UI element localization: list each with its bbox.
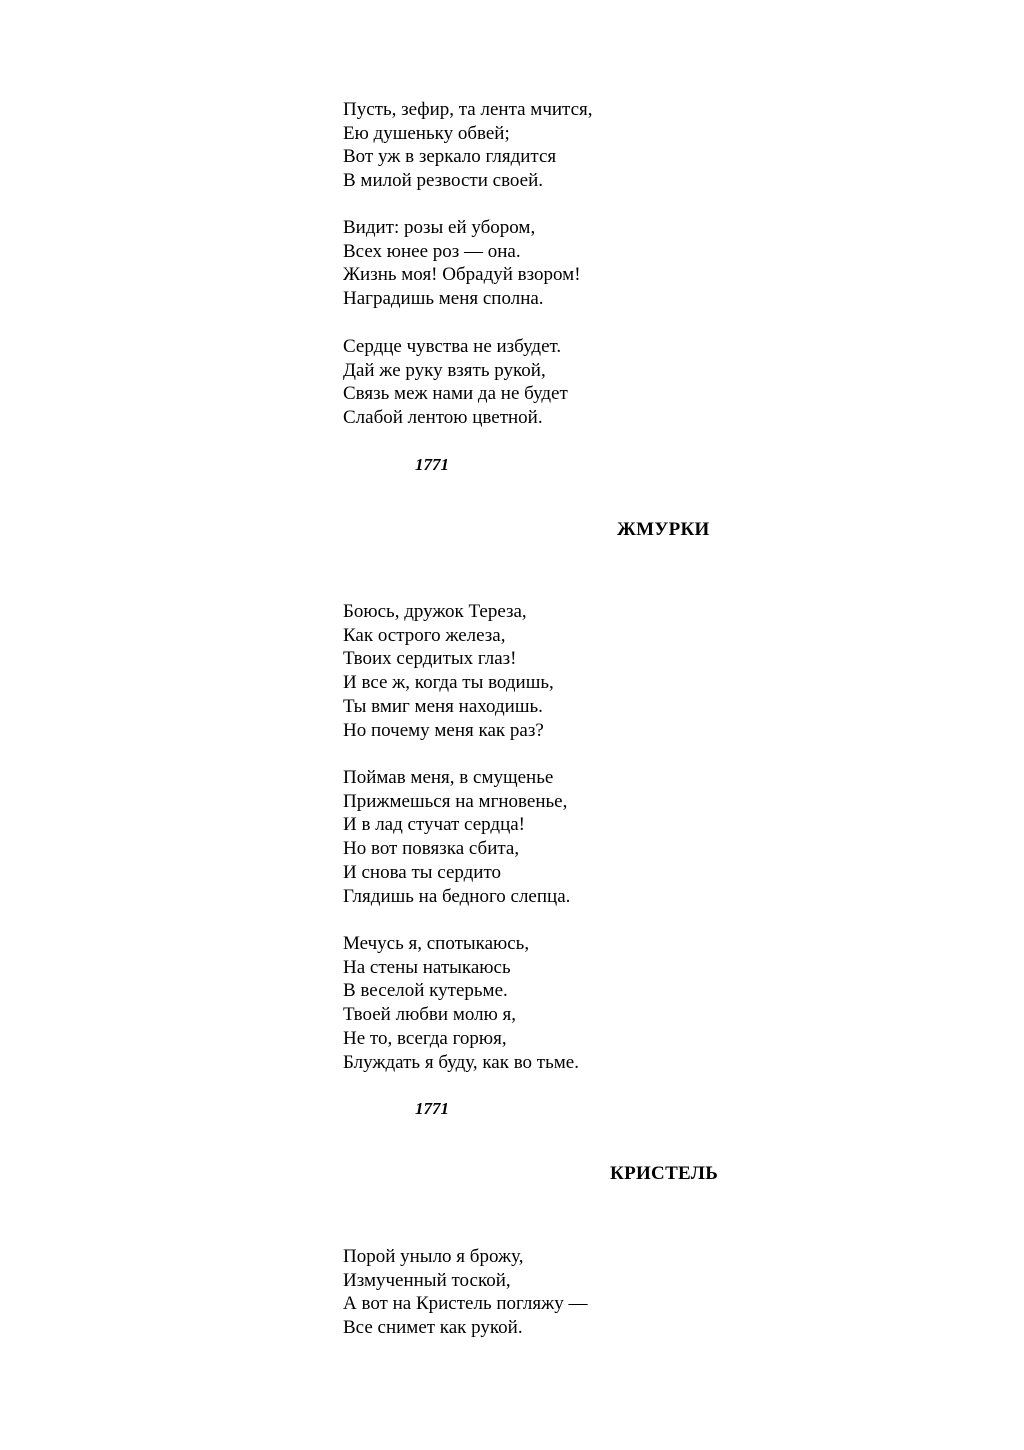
poem-line: Поймав меня, в смущенье <box>343 767 554 788</box>
poem-line: Твоих сердитых глаз! <box>343 648 517 670</box>
poem-line: Пусть, зефир, та лента мчится, <box>343 99 593 120</box>
poem1-stanza-3 <box>343 335 568 430</box>
poem-line: Твоей любви молю я, <box>343 1004 517 1026</box>
poem-line: Но почему меня как раз? <box>343 719 544 741</box>
poem-line: Мечусь я, спотыкаюсь, <box>343 933 530 954</box>
poem2-stanza-2 <box>343 766 570 908</box>
poem-line: Как острого железа, <box>343 624 506 646</box>
poem-line: Вот уж в зеркало глядится <box>343 146 557 168</box>
poem-line: Ты вмиг меня находишь. <box>343 695 543 717</box>
poem-line: Слабой лентою цветной. <box>343 407 543 429</box>
poem-line: Связь меж нами да не будет <box>343 383 568 405</box>
poem-line: Сердце чувства не избудет. <box>343 336 562 357</box>
poem3-stanza-1 <box>343 1245 587 1340</box>
poem1-stanza-1 <box>343 98 593 193</box>
poem2-stanza-3 <box>343 932 579 1074</box>
poem2-title: ЖМУРКИ <box>617 519 710 540</box>
poem-line: Боюсь, дружок Тереза, <box>343 601 527 622</box>
poem-line: Жизнь моя! Обрадуй взором! <box>343 264 581 286</box>
poem-line: Прижмешься на мгновенье, <box>343 790 568 812</box>
poem1-stanza-2 <box>343 216 581 311</box>
poem-line: В веселой кутерьме. <box>343 980 508 1002</box>
poem-line: Глядишь на бедного слепца. <box>343 885 571 907</box>
poem-line: Ею душеньку обвей; <box>343 122 510 144</box>
poem-line: И снова ты сердито <box>343 861 502 883</box>
poem3-title: КРИСТЕЛЬ <box>610 1163 719 1184</box>
poem-line: Но вот повязка сбита, <box>343 838 520 860</box>
poem-line: Не то, всегда горюя, <box>343 1027 507 1049</box>
poem-line: На стены натыкаюсь <box>343 956 511 978</box>
poem-line: А вот на Кристель погляжу — <box>343 1293 588 1315</box>
poem-line: И все ж, когда ты водишь, <box>343 672 554 694</box>
poem2-date: 1771 <box>415 1099 449 1118</box>
poem1-date: 1771 <box>415 455 449 474</box>
poem-line: И в лад стучат сердца! <box>343 814 526 836</box>
poem-line: В милой резвости своей. <box>343 170 544 192</box>
poem-line: Видит: розы ей убором, <box>343 217 536 238</box>
poem-line: Все снимет как рукой. <box>343 1317 523 1339</box>
poem-line: Блуждать я буду, как во тьме. <box>343 1051 579 1073</box>
poem2-stanza-1 <box>343 600 554 742</box>
poem-line: Дай же руку взять рукой, <box>343 359 546 381</box>
poem-line: Наградишь меня сполна. <box>343 288 544 310</box>
poem-line: Всех юнее роз — она. <box>343 240 521 262</box>
poem-line: Измученный тоской, <box>343 1269 511 1291</box>
poem-line: Порой уныло я брожу, <box>343 1246 524 1267</box>
